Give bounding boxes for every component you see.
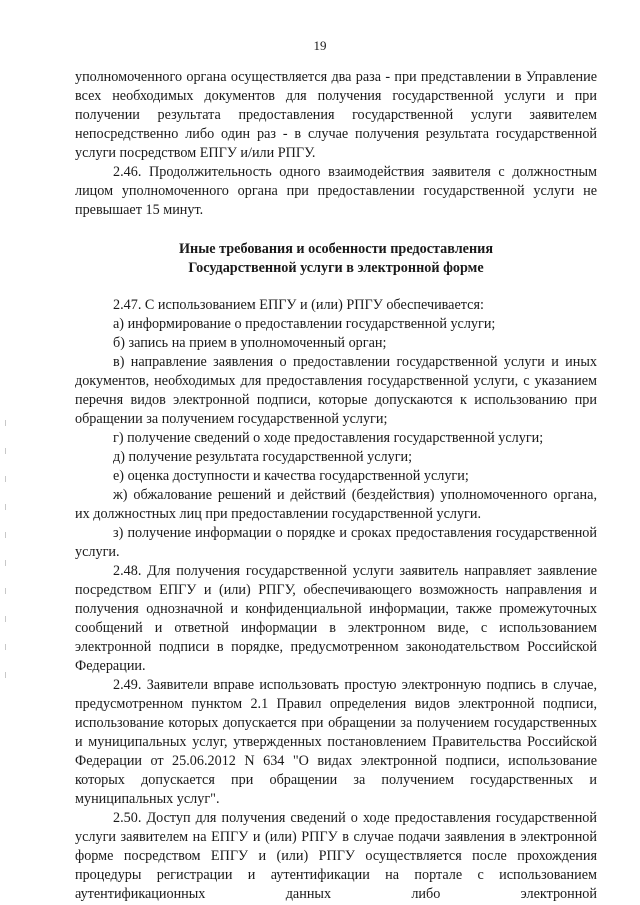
section-heading-line-1: Иные требования и особенности предоставления xyxy=(178,241,493,257)
section-heading-line-2: Государственной услуги в электронной форме xyxy=(188,260,484,276)
list-item-d: д) получение результата государственной услуги; xyxy=(113,449,413,465)
paragraph-2-49: 2.49. Заявители вправе использовать простую электронную подпись в случае, предусмотренном пунктом 2.1 Правил определения видов электронной подписи, использование которых допускается при обращении за получением государственных и муниципальных услуг, утвержденных постановлением Правительства Российской Федерации от 25.06.2012 N 634 "О видах электронной подписи, использование которых допускается при обращении за получением государственных и муниципальных услуг". xyxy=(75,677,597,807)
paragraph-2-48: 2.48. Для получения государственной услуги заявитель направляет заявление посредством ЕПГУ и (или) РПГУ, обеспечивающего возможность направления и получения однозначной и конфиденциальной информации, также промежуточных сообщений и ответной информации в электронном виде, с использованием электронной подписи в порядке, предусмотренном законодательством Российской Федерации. xyxy=(75,563,597,674)
paragraph-2-47-intro: 2.47. С использованием ЕПГУ и (или) РПГУ обеспечивается: xyxy=(113,297,484,313)
document-body xyxy=(75,68,597,904)
list-item-a: а) информирование о предоставлении государственной услуги; xyxy=(113,316,496,332)
list-item-b: б) запись на прием в уполномоченный орган; xyxy=(113,335,387,351)
list-item-zh: ж) обжалование решений и действий (бездействия) уполномоченного органа, их должностных лиц при предоставлении государственной услуги. xyxy=(75,487,597,522)
paragraph-2-50: 2.50. Доступ для получения сведений о ходе предоставления государственной услуги заявителем на ЕПГУ и (или) РПГУ в случае подачи заявления в электронной форме посредством ЕПГУ и (или) РПГУ осуществляется после прохождения процедуры регистрации и аутентификации на портале с использованием аутентификационных данных либо электронной xyxy=(75,810,597,902)
page-number: 19 xyxy=(313,38,327,53)
section-heading xyxy=(75,240,597,278)
scan-edge-marks xyxy=(4,420,7,720)
list-item-e: е) оценка доступности и качества государственной услуги; xyxy=(113,468,469,484)
paragraph-2-46: 2.46. Продолжительность одного взаимодействия заявителя с должностным лицом уполномоченного органа при предоставлении государственной услуги не превышает 15 минут. xyxy=(75,164,597,218)
paragraph-continuation: уполномоченного органа осуществляется два раза - при представлении в Управление всех необходимых документов для получения государственной услуги и при получении результата предоставления государственной услуги заявителем непосредственно либо один раз - в случае получения результата государственной услуги посредством ЕПГУ и/или РПГУ. xyxy=(75,69,597,161)
list-item-v: в) направление заявления о предоставлении государственной услуги и иных документов, необходимых для предоставления государственной услуги, с указанием перечня видов электронной подписи, которые допускаются к использованию при обращении за получением государственной услуги; xyxy=(75,354,597,427)
list-item-z: з) получение информации о порядке и сроках предоставления государственной услуги. xyxy=(75,525,597,560)
list-item-g: г) получение сведений о ходе предоставления государственной услуги; xyxy=(113,430,544,446)
